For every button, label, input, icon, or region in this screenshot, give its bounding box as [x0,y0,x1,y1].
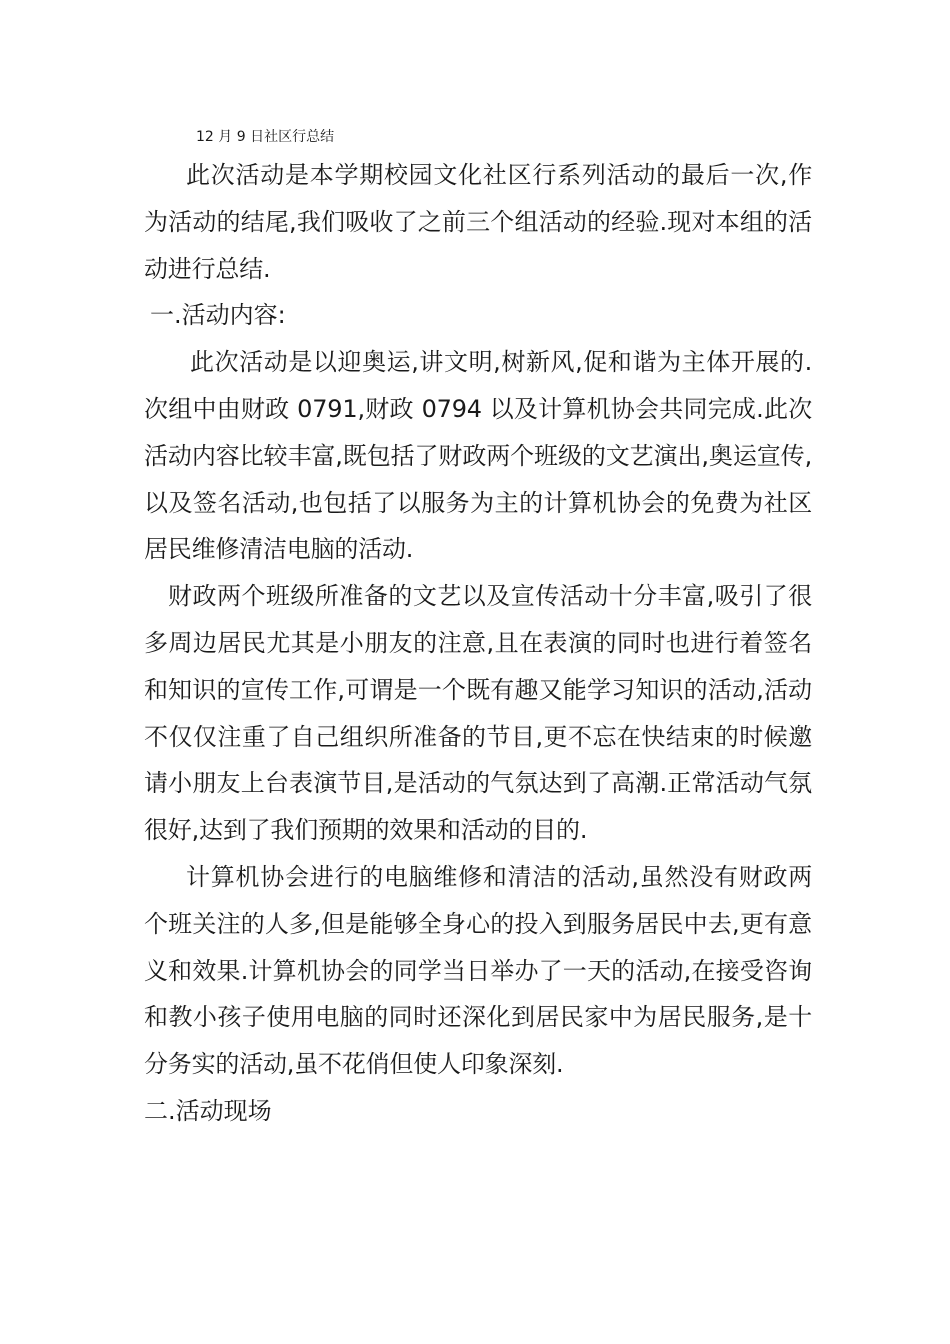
document-body [144,152,812,1135]
content-paragraph-1: 此次活动是以迎奥运,讲文明,树新风,促和谐为主体开展的.次组中由财政 0791,财政 0794 以及计算机协会共同完成.此次活动内容比较丰富,既包括了财政两个班级的文艺演出,奥运宣传,以及签名活动,也包括了以服务为主的计算机协会的免费为社区居民维修清洁电脑的活动. [144,348,812,564]
content-paragraph-2: 财政两个班级所准备的文艺以及宣传活动十分丰富,吸引了很多周边居民尤其是小朋友的注意,且在表演的同时也进行着签名和知识的宣传工作,可谓是一个既有趣又能学习知识的活动,活动不仅仅注重了自己组织所准备的节目,更不忘在快结束的时候邀请小朋友上台表演节目,是活动的气氛达到了高潮.正常活动气氛很好,达到了我们预期的效果和活动的目的. [144,582,812,845]
section-heading-activity-scene: 二.活动现场 [144,1096,272,1125]
document-title: 12 月 9 日社区行总结 [196,129,335,145]
content-paragraph-3: 计算机协会进行的电脑维修和清洁的活动,虽然没有财政两个班关注的人多,但是能够全身心的投入到服务居民中去,更有意义和效果.计算机协会的同学当日举办了一天的活动,在接受咨询和教小孩子使用电脑的同时还深化到居民家中为居民服务,是十分务实的活动,虽不花俏但使人印象深刻. [144,862,812,1079]
intro-paragraph: 此次活动是本学期校园文化社区行系列活动的最后一次,作为活动的结尾,我们吸收了之前三个组活动的经验.现对本组的活动进行总结. [144,161,812,283]
section-heading-activity-content: 一.活动内容: [150,301,286,330]
